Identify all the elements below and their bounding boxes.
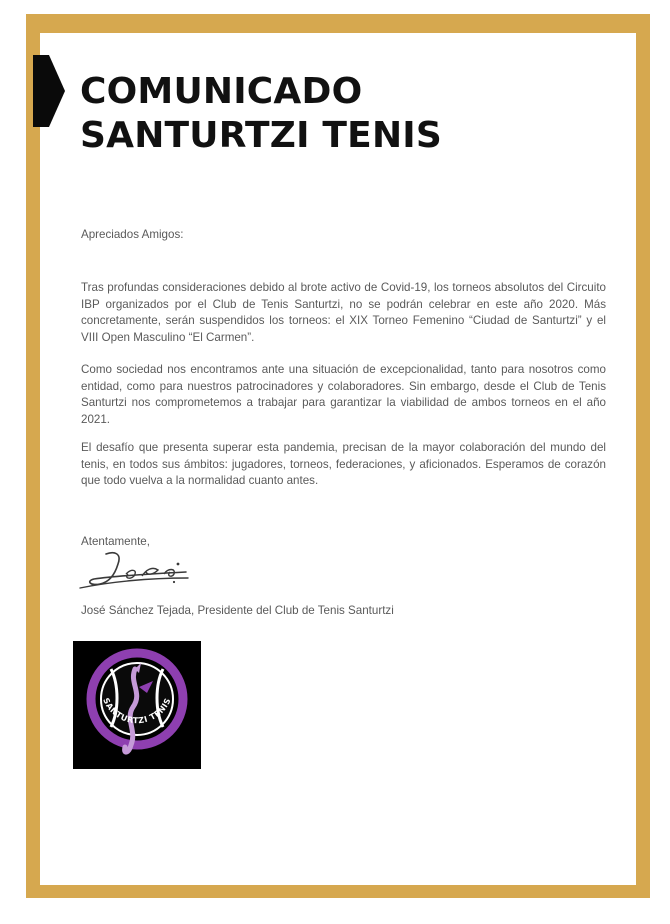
paragraph-1: Tras profundas consideraciones debido al brote activo de Covid-19, los torneos absolutos del Circuito IBP organizados por el Club de Tenis Santurtzi, no se podrán celebrar en este año 2020. Más concretamente, serán suspendidos los torneos: el XIX Torneo Femenino “Ciudad de Santurtzi” y el VIII Open Masculino “El Carmen”.	[81, 281, 606, 344]
title-marker-point	[49, 55, 65, 127]
club-logo	[73, 641, 201, 769]
signer-name: José Sánchez Tejada, Presidente del Club de Tenis Santurtzi	[81, 604, 394, 617]
title-marker-icon	[33, 55, 49, 127]
paragraph-3: El desafío que presenta superar esta pandemia, precisan de la mayor colaboración del mundo del tenis, en todos sus ámbitos: jugadores, torneos, federaciones, y aficionados. Esperamos de corazón que todo vuelva a la normalidad cuanto antes.	[81, 441, 606, 487]
logo-text: SANTURTZI TENIS	[101, 696, 173, 726]
title-line-1: COMUNICADO	[80, 71, 363, 112]
closing: Atentamente,	[81, 535, 150, 548]
signature	[78, 548, 193, 596]
tennis-dragon-logo-icon	[73, 641, 201, 769]
paragraph-2: Como sociedad nos encontramos ante una situación de excepcionalidad, tanto para nosotros como entidad, como para nuestros patrocinadores y colaboradores. Sin embargo, desde el Club de Tenis Santurtzi nos comprometemos a trabajar para garantizar la viabilidad de ambos torneos en el año 2021.	[81, 363, 606, 426]
greeting: Apreciados Amigos:	[81, 228, 184, 241]
title-line-2: SANTURTZI TENIS	[80, 115, 442, 156]
page-title	[80, 70, 442, 158]
